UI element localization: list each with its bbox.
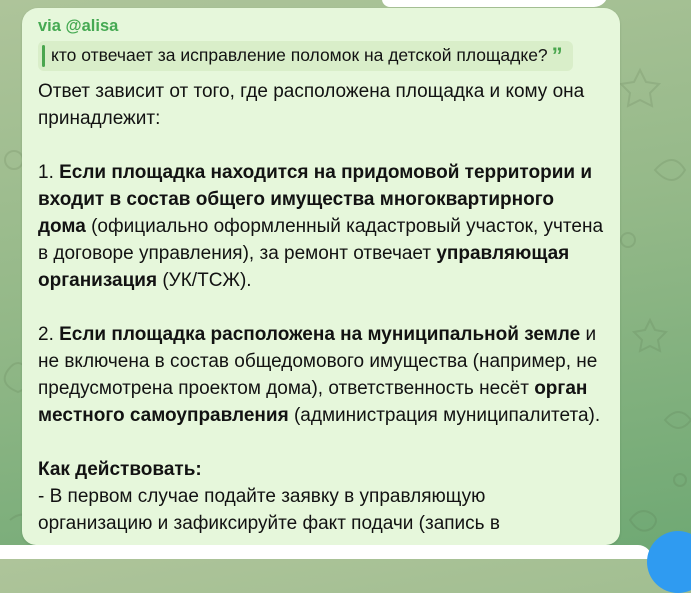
quoted-message-text: кто отвечает за исправление поломок на детской площадке? [51, 45, 548, 65]
message-bubble [22, 8, 620, 545]
message-input-bar[interactable] [0, 545, 652, 559]
message-paragraph: Ответ зависит от того, где расположена площадка и кому она принадлежит: [38, 81, 585, 129]
message-paragraph: 1. Если площадка находится на придомовой территории и входит в состав общего имущества многоквартирного дома (официально оформленный кадастровый участок, учтена в договоре управления), за ремонт отвечает управляющая организация (УК/ТСЖ). [38, 162, 604, 291]
quoted-message[interactable] [38, 41, 573, 71]
previous-message-bubble[interactable] [382, 0, 608, 7]
message-paragraph: - В первом случае подайте заявку в управляющую организацию и зафиксируйте факт подачи (запись в [38, 486, 500, 534]
quote-mark-icon: ” [551, 43, 563, 68]
message-paragraph: 2. Если площадка расположена на муниципальной земле и не включена в состав общедомового имущества (например, не предусмотрена проектом дома), ответственность несёт орган местного самоуправления (администрация муниципалитета). [38, 324, 601, 426]
send-button[interactable] [647, 531, 691, 593]
message-body [38, 78, 604, 537]
via-bot-link[interactable]: via @alisa [38, 17, 119, 35]
message-paragraph: Как действовать: [38, 459, 202, 480]
